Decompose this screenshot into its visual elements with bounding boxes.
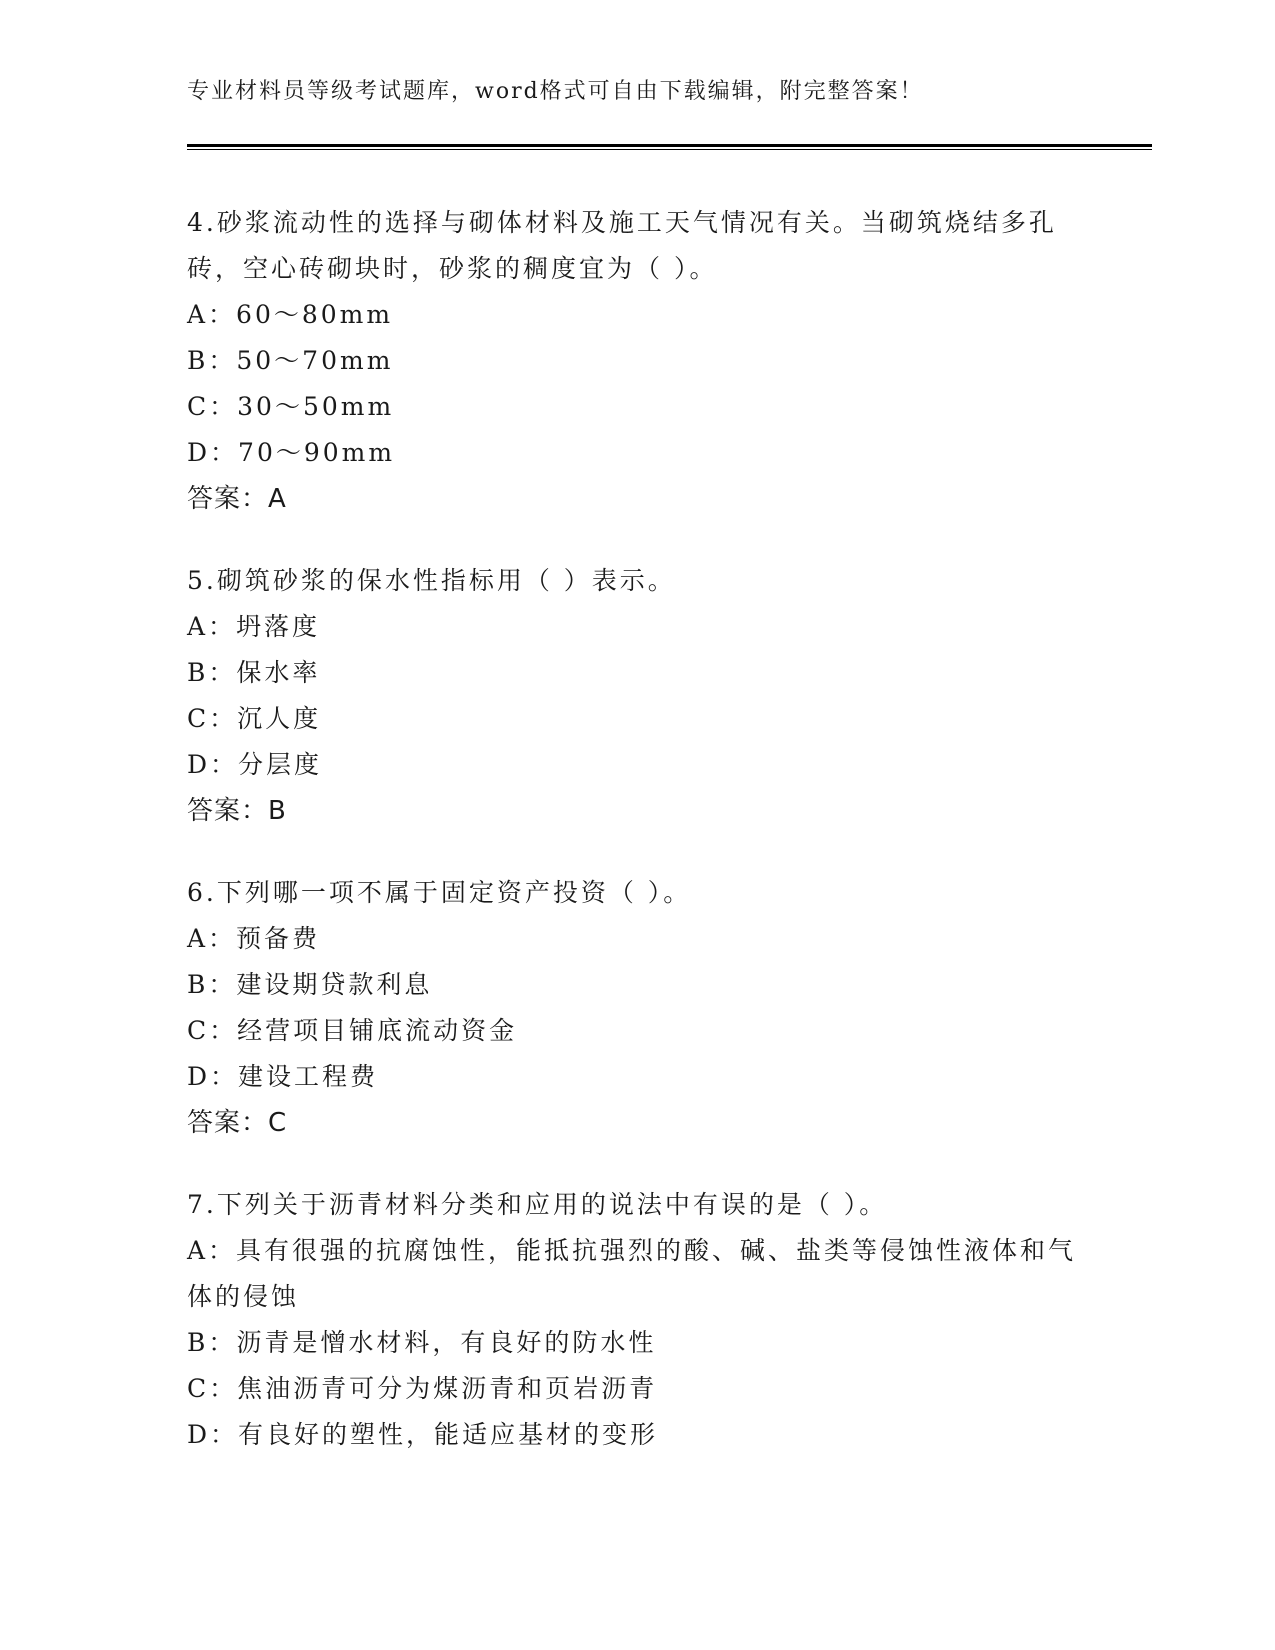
question-stem: 6.下列哪一项不属于固定资产投资（ ）。 (187, 878, 692, 907)
option-b: B：50～70mm (187, 346, 394, 375)
answer: 答案：A (187, 484, 287, 514)
option-c: C：沉人度 (187, 704, 322, 733)
option-b: B：保水率 (187, 658, 321, 687)
question-stem: 7.下列关于沥青材料分类和应用的说法中有误的是（ ）。 (187, 1190, 888, 1219)
option-a: A：60～80mm (187, 300, 394, 329)
option-d: D：70～90mm (187, 438, 396, 467)
header-divider-thin (187, 149, 1152, 150)
answer: 答案：B (187, 796, 287, 826)
page-header: 专业材料员等级考试题库，word格式可自由下载编辑，附完整答案！ (187, 79, 924, 104)
option-d: D：建设工程费 (187, 1062, 379, 1091)
option-b: B：沥青是憎水材料，有良好的防水性 (187, 1328, 657, 1357)
question-stem: 4.砂浆流动性的选择与砌体材料及施工天气情况有关。当砌筑烧结多孔砖，空心砖砌块时，砂浆的稠度宜为（ ）。 (187, 208, 1057, 283)
option-a: A：坍落度 (187, 612, 321, 641)
option-a: A：预备费 (187, 924, 321, 953)
question-5 (187, 558, 1087, 834)
question-stem: 5.砌筑砂浆的保水性指标用（ ）表示。 (187, 566, 676, 595)
option-a: A：具有很强的抗腐蚀性，能抵抗强烈的酸、碱、盐类等侵蚀性液体和气体的侵蚀 (187, 1236, 1077, 1311)
question-7 (187, 1182, 1087, 1458)
option-b: B：建设期贷款利息 (187, 970, 433, 999)
option-d: D：分层度 (187, 750, 323, 779)
header-divider-thick (187, 144, 1152, 147)
option-c: C：30～50mm (187, 392, 395, 421)
option-c: C：焦油沥青可分为煤沥青和页岩沥青 (187, 1374, 658, 1403)
answer: 答案：C (187, 1108, 288, 1138)
option-d: D：有良好的塑性，能适应基材的变形 (187, 1420, 659, 1449)
question-6 (187, 870, 1087, 1146)
question-list (187, 200, 1087, 1494)
option-c: C：经营项目铺底流动资金 (187, 1016, 518, 1045)
question-4 (187, 200, 1087, 522)
